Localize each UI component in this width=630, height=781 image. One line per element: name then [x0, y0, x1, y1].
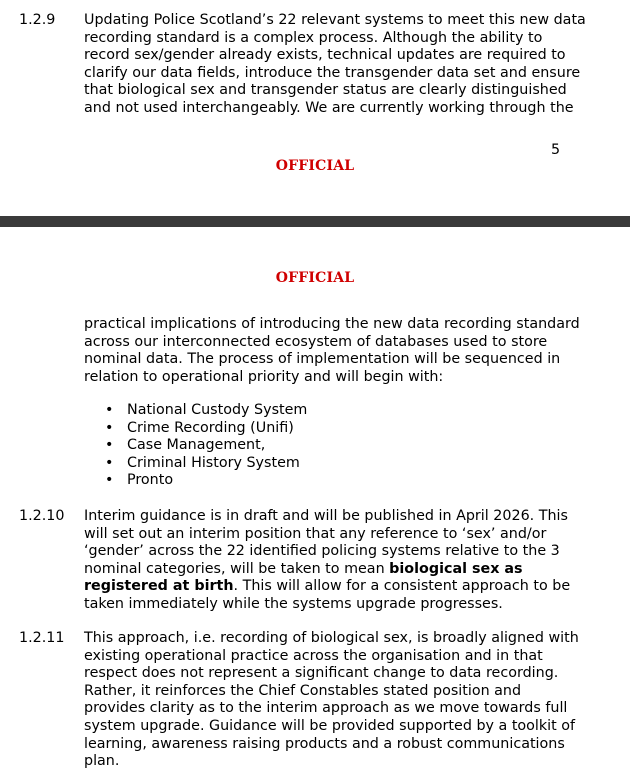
section-1-2-10-text [84, 508, 604, 614]
text-line: nominal data. The process of implementation will be sequenced in [84, 351, 561, 368]
text-line: provides clarity as to the interim approach as we move towards full [84, 700, 568, 717]
text-line [84, 561, 604, 579]
list-item-label: National Custody System [127, 402, 308, 418]
section-number-1-2-11: 1.2.11 [19, 630, 65, 646]
list-item-label: Pronto [127, 472, 174, 489]
text-span: nominal categories, will be taken to mean [84, 560, 390, 577]
bullet-icon: • [105, 454, 114, 471]
text-line: learning, awareness raising products and a robust communications [84, 735, 565, 752]
text-line: clarify our data fields, introduce the transgender data set and ensure [84, 64, 581, 81]
list-item-label: Crime Recording (Unifi) [127, 419, 294, 436]
section-number-1-2-10: 1.2.10 [19, 508, 65, 524]
text-line: Rather, it reinforces the Chief Constables stated position and [84, 682, 522, 699]
text-line [84, 578, 604, 596]
text-line: and not used interchangeably. We are currently working through the [84, 99, 574, 116]
text-line: practical implications of introducing the new data recording standard [84, 316, 580, 332]
text-line: system upgrade. Guidance will be provided supported by a toolkit of [84, 717, 576, 734]
bullet-icon: • [105, 419, 114, 436]
text-line: record sex/gender already exists, technical updates are required to [84, 47, 566, 64]
text-span: . This will allow for a consistent approach to be [233, 578, 571, 595]
text-line: across our interconnected ecosystem of databases used to store [84, 333, 548, 350]
bullet-icon: • [105, 472, 114, 489]
section-number-1-2-9: 1.2.9 [19, 12, 56, 28]
text-line: relation to operational priority and will begin with: [84, 368, 444, 385]
bullet-icon: • [105, 402, 114, 418]
text-line: respect does not represent a significant change to data recording. [84, 665, 559, 682]
page-number: 5 [551, 142, 561, 158]
official-marking-header: OFFICIAL [275, 270, 355, 286]
bold-emphasis: biological sex as [389, 560, 523, 577]
list-item [84, 455, 307, 473]
list-item [84, 437, 307, 455]
list-item [84, 472, 307, 490]
text-line: that biological sex and transgender status are clearly distinguished [84, 82, 567, 99]
text-line: recording standard is a complex process. Although the ability to [84, 29, 543, 46]
continuation-paragraph [84, 316, 604, 386]
official-marking-footer: OFFICIAL [275, 158, 355, 174]
text-line: Interim guidance is in draft and will be published in April 2026. This [84, 508, 568, 524]
text-line: ‘gender’ across the 22 identified policing systems relative to the 3 [84, 543, 560, 560]
bullet-icon: • [105, 437, 114, 454]
text-line: taken immediately while the systems upgrade progresses. [84, 595, 503, 612]
list-item-label: Case Management, [127, 437, 266, 454]
list-item [84, 402, 307, 420]
text-line: plan. [84, 753, 120, 770]
list-item-label: Criminal History System [127, 454, 300, 471]
page-break-divider [0, 216, 630, 227]
text-line: existing operational practice across the organisation and in that [84, 647, 543, 664]
text-line: This approach, i.e. recording of biological sex, is broadly aligned with [84, 630, 579, 646]
text-line: will set out an interim position that any reference to ‘sex’ and/or [84, 525, 547, 542]
text-line: Updating Police Scotland’s 22 relevant systems to meet this new data [84, 12, 586, 28]
section-1-2-9-text [84, 12, 604, 118]
section-1-2-11-text [84, 630, 604, 771]
bold-emphasis: registered at birth [84, 578, 234, 595]
systems-bullet-list [84, 402, 307, 490]
list-item [84, 420, 307, 438]
